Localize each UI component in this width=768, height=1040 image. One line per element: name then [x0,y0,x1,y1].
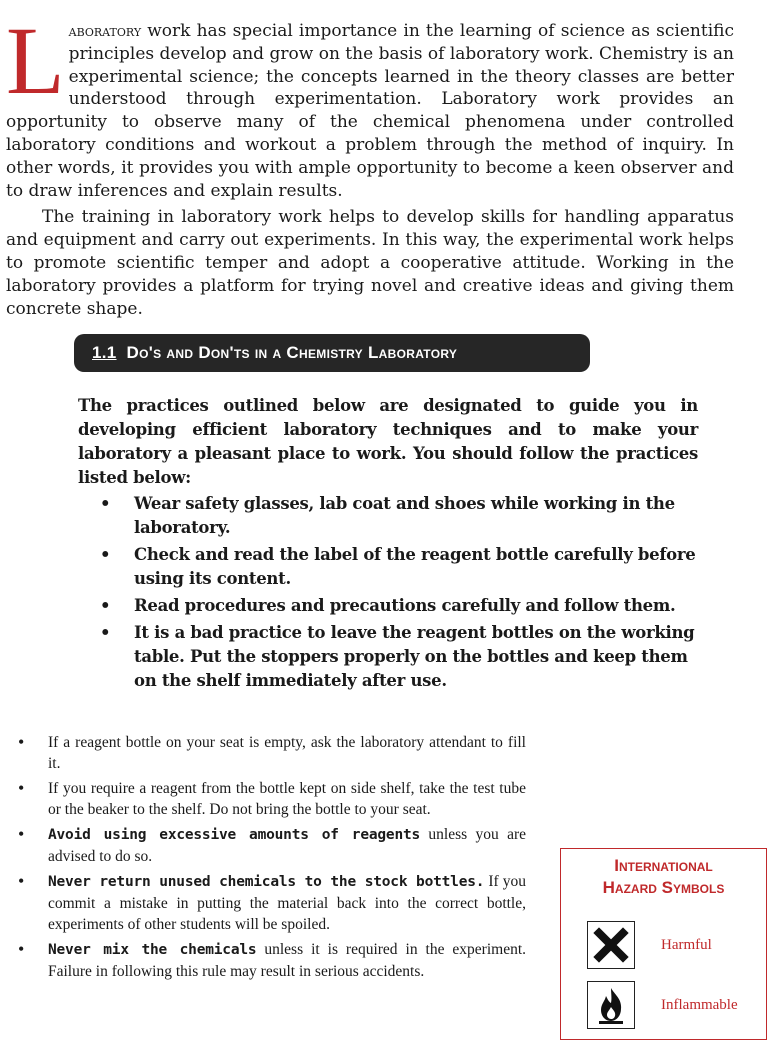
list-item [78,594,698,618]
list-item-text: If you commit a mistake in putting the material back into the correct bottle, experiments of other students will be spoiled. [48,873,526,933]
list-item [18,732,526,774]
section-number: 1.1 [92,343,117,362]
dos-block [78,394,698,696]
intro-paragraph-1 [6,7,734,202]
list-item-text: Wear safety glasses, lab coat and shoes while working in the laboratory. [134,494,675,537]
list-item [18,871,526,935]
list-item [78,621,698,693]
hazard-row-inflammable [587,981,738,1029]
bullet: • [100,494,111,513]
intro-smallcaps-word: aboratory [68,22,142,40]
bullet: • [100,596,111,615]
harmful-label: Harmful [661,936,712,953]
hazard-title-line-1: International [614,856,713,875]
list-item-text: Read procedures and precautions carefully and follow them. [134,596,676,615]
dos-lead-paragraph: The practices outlined below are designated to guide you in developing efficient laboratory techniques and to make your laboratory a pleasant place to work. You should follow the practices listed below: [78,396,698,487]
list-item [18,939,526,982]
list-item-text: If you require a reagent from the bottle kept on side shelf, take the test tube or the beaker to the shelf. Do not bring the bottle to your seat. [48,780,526,818]
inflammable-label: Inflammable [661,996,738,1013]
list-item-text: If a reagent bottle on your seat is empty, ask the laboratory attendant to fill it. [48,734,526,772]
hazard-row-harmful [587,921,712,969]
section-heading-banner [74,334,590,372]
rule-emphasis: Never mix the chemicals [48,942,257,958]
rules-block [18,732,526,986]
bullet: • [18,824,25,844]
intro-text [6,7,734,320]
section-title: Do's and Don'ts in a Chemistry Laboratory [126,343,458,362]
rule-emphasis: Never return unused chemicals to the stock bottles. [48,874,485,890]
hazard-symbols-box [560,848,767,1040]
bullet: • [18,732,25,752]
flame-icon [587,981,635,1029]
x-cross-icon [587,921,635,969]
bullet: • [18,939,25,959]
list-item-text: unless you are advised to do so. [48,826,526,865]
hazard-title-line-2: Hazard Symbols [602,878,725,897]
intro-paragraph-1-text: work has special importance in the learning of science as scientific principles develop and grow on the basis of laboratory work. Chemistry is an experimental science; the concepts learned in the theory classes are better understood through experimentation. Laboratory work provides an opportunity to observe many of the chemical phenomena under controlled laboratory conditions and workout a problem through the method of inquiry. In other words, it provides you with ample opportunity to become a keen observer and to draw inferences and explain results. [6,21,734,201]
list-item-text: unless it is required in the experiment. Failure in following this rule may result in serious accidents. [48,941,526,980]
list-item [78,492,698,540]
list-item-text: Check and read the label of the reagent bottle carefully before using its content. [134,545,696,588]
dos-list [78,492,698,693]
bullet: • [100,545,111,564]
rules-list [18,732,526,982]
list-item-text: It is a bad practice to leave the reagent bottles on the working table. Put the stoppers properly on the bottles and keep them on the shelf immediately after use. [134,623,695,690]
hazard-box-title [561,855,766,899]
bullet: • [18,871,25,891]
list-item [18,778,526,820]
list-item [18,824,526,867]
intro-paragraph-2: The training in laboratory work helps to develop skills for handling apparatus and equipment and carry out experiments. In this way, the experimental work helps to promote scientific temper and adopt a cooperative attitude. Working in the laboratory provides a platform for trying novel and creative ideas and giving them concrete shape. [6,207,734,319]
rule-emphasis: Avoid using excessive amounts of reagents [48,827,421,843]
drop-cap: L [6,7,65,114]
list-item [78,543,698,591]
bullet: • [18,778,25,798]
bullet: • [100,623,111,642]
